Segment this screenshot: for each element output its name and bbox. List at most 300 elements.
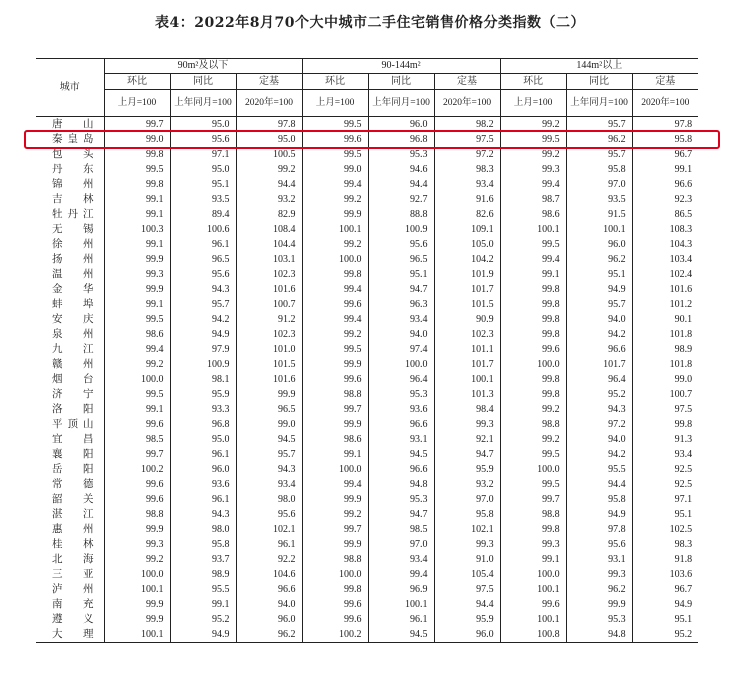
index-value: 99.1 xyxy=(500,552,566,567)
index-value: 82.9 xyxy=(236,207,302,222)
city-name: 韶关 xyxy=(52,494,94,505)
table-row xyxy=(36,177,698,192)
index-value: 99.3 xyxy=(500,537,566,552)
index-value: 102.3 xyxy=(434,327,500,342)
index-value: 100.0 xyxy=(302,462,368,477)
index-value: 99.1 xyxy=(104,402,170,417)
index-value: 100.0 xyxy=(500,357,566,372)
table-row xyxy=(36,447,698,462)
table-row xyxy=(36,252,698,267)
index-value: 95.6 xyxy=(170,267,236,282)
index-value: 94.5 xyxy=(368,447,434,462)
index-value: 94.9 xyxy=(170,627,236,643)
index-value: 100.8 xyxy=(500,627,566,643)
index-value: 99.3 xyxy=(434,537,500,552)
index-value: 100.1 xyxy=(302,222,368,237)
index-value: 98.5 xyxy=(368,522,434,537)
index-value: 98.6 xyxy=(302,432,368,447)
index-value: 96.8 xyxy=(170,417,236,432)
index-value: 96.5 xyxy=(236,402,302,417)
index-value: 95.1 xyxy=(368,267,434,282)
index-value: 101.5 xyxy=(236,357,302,372)
index-value: 99.5 xyxy=(104,312,170,327)
index-value: 96.1 xyxy=(170,447,236,462)
index-value: 99.8 xyxy=(500,312,566,327)
index-value: 98.6 xyxy=(500,207,566,222)
index-value: 95.8 xyxy=(566,492,632,507)
city-name: 唐山 xyxy=(52,119,94,130)
index-value: 96.1 xyxy=(236,537,302,552)
index-value: 100.1 xyxy=(104,627,170,643)
index-value: 93.6 xyxy=(368,402,434,417)
index-value: 99.7 xyxy=(500,492,566,507)
index-value: 99.1 xyxy=(104,237,170,252)
index-value: 99.6 xyxy=(500,342,566,357)
index-value: 92.5 xyxy=(632,462,698,477)
index-value: 95.6 xyxy=(170,132,236,147)
index-value: 100.3 xyxy=(104,222,170,237)
index-value: 101.7 xyxy=(434,357,500,372)
index-value: 96.0 xyxy=(566,237,632,252)
index-value: 99.5 xyxy=(302,147,368,162)
index-value: 101.5 xyxy=(434,297,500,312)
city-name: 牡丹江 xyxy=(52,209,94,220)
city-name: 安庆 xyxy=(52,314,94,325)
index-value: 99.2 xyxy=(302,327,368,342)
city-name: 蚌埠 xyxy=(52,299,94,310)
table-row xyxy=(36,327,698,342)
index-value: 102.1 xyxy=(236,522,302,537)
index-value: 95.1 xyxy=(632,507,698,522)
table-row xyxy=(36,417,698,432)
index-value: 96.5 xyxy=(170,252,236,267)
index-value: 97.1 xyxy=(170,147,236,162)
index-value: 100.9 xyxy=(170,357,236,372)
index-value: 96.1 xyxy=(170,492,236,507)
table-row xyxy=(36,507,698,522)
index-value: 94.8 xyxy=(368,477,434,492)
index-value: 99.8 xyxy=(632,417,698,432)
index-value: 99.2 xyxy=(500,402,566,417)
index-value: 99.9 xyxy=(236,387,302,402)
index-value: 100.9 xyxy=(368,222,434,237)
index-value: 98.8 xyxy=(500,417,566,432)
index-value: 99.9 xyxy=(302,417,368,432)
index-value: 91.0 xyxy=(434,552,500,567)
index-value: 96.4 xyxy=(368,372,434,387)
subheader-mom: 环比 xyxy=(500,74,566,90)
index-value: 98.8 xyxy=(302,552,368,567)
base-label-fixed: 2020年=100 xyxy=(632,90,698,117)
index-value: 100.2 xyxy=(302,627,368,643)
index-value: 97.8 xyxy=(236,117,302,133)
index-value: 94.9 xyxy=(170,327,236,342)
city-name: 三亚 xyxy=(52,569,94,580)
base-label-yoy: 上年同月=100 xyxy=(566,90,632,117)
index-value: 93.4 xyxy=(632,447,698,462)
subheader-mom: 环比 xyxy=(104,74,170,90)
city-name: 九江 xyxy=(52,344,94,355)
table-row xyxy=(36,297,698,312)
index-value: 94.3 xyxy=(170,507,236,522)
index-value: 94.2 xyxy=(170,312,236,327)
table-row xyxy=(36,402,698,417)
city-name: 平顶山 xyxy=(52,419,94,430)
index-value: 94.8 xyxy=(566,627,632,643)
index-value: 95.0 xyxy=(170,117,236,133)
index-value: 100.0 xyxy=(302,252,368,267)
index-value: 92.1 xyxy=(434,432,500,447)
index-value: 96.8 xyxy=(368,132,434,147)
index-value: 97.8 xyxy=(632,117,698,133)
index-value: 98.8 xyxy=(104,507,170,522)
index-value: 96.7 xyxy=(632,582,698,597)
group-header-small: 90m²及以下 xyxy=(104,59,302,74)
index-value: 94.9 xyxy=(632,597,698,612)
index-value: 98.6 xyxy=(104,327,170,342)
index-value: 93.5 xyxy=(566,192,632,207)
index-value: 99.8 xyxy=(500,327,566,342)
index-value: 99.2 xyxy=(302,192,368,207)
index-value: 100.0 xyxy=(500,462,566,477)
index-value: 95.0 xyxy=(170,162,236,177)
index-value: 101.7 xyxy=(434,282,500,297)
index-value: 99.5 xyxy=(104,387,170,402)
table-row xyxy=(36,357,698,372)
index-value: 93.4 xyxy=(368,312,434,327)
index-value: 99.7 xyxy=(302,402,368,417)
index-value: 99.4 xyxy=(302,312,368,327)
index-value: 94.7 xyxy=(368,282,434,297)
index-value: 95.9 xyxy=(434,612,500,627)
index-value: 93.5 xyxy=(170,192,236,207)
index-value: 102.4 xyxy=(632,267,698,282)
index-value: 93.7 xyxy=(170,552,236,567)
index-value: 99.7 xyxy=(104,117,170,133)
table-row xyxy=(36,372,698,387)
index-value: 99.4 xyxy=(500,252,566,267)
index-value: 99.0 xyxy=(632,372,698,387)
index-value: 99.9 xyxy=(302,537,368,552)
index-value: 95.9 xyxy=(434,462,500,477)
city-name: 金华 xyxy=(52,284,94,295)
index-value: 95.6 xyxy=(368,237,434,252)
index-value: 99.5 xyxy=(500,447,566,462)
city-name: 遵义 xyxy=(52,614,94,625)
index-value: 99.2 xyxy=(500,432,566,447)
table-row xyxy=(36,552,698,567)
table-row xyxy=(36,582,698,597)
index-value: 96.4 xyxy=(566,372,632,387)
city-column-header: 城市 xyxy=(36,59,104,117)
index-value: 96.6 xyxy=(368,417,434,432)
price-index-table xyxy=(36,58,698,643)
index-value: 96.0 xyxy=(170,462,236,477)
index-value: 99.6 xyxy=(104,477,170,492)
index-value: 101.6 xyxy=(236,282,302,297)
index-value: 96.6 xyxy=(236,582,302,597)
city-name: 吉林 xyxy=(52,194,94,205)
table-row xyxy=(36,147,698,162)
city-name: 常德 xyxy=(52,479,94,490)
index-value: 103.6 xyxy=(632,567,698,582)
index-value: 94.7 xyxy=(434,447,500,462)
index-value: 99.5 xyxy=(104,162,170,177)
index-value: 99.9 xyxy=(104,597,170,612)
index-value: 96.2 xyxy=(236,627,302,643)
city-name: 湛江 xyxy=(52,509,94,520)
index-value: 100.1 xyxy=(434,372,500,387)
index-value: 99.6 xyxy=(302,597,368,612)
index-value: 99.9 xyxy=(104,252,170,267)
index-value: 99.1 xyxy=(104,207,170,222)
index-value: 99.4 xyxy=(302,177,368,192)
index-value: 86.5 xyxy=(632,207,698,222)
index-value: 90.9 xyxy=(434,312,500,327)
index-value: 95.2 xyxy=(566,387,632,402)
index-value: 99.8 xyxy=(104,177,170,192)
index-value: 94.4 xyxy=(236,177,302,192)
index-value: 95.8 xyxy=(632,132,698,147)
table-row xyxy=(36,627,698,643)
index-value: 95.8 xyxy=(170,537,236,552)
base-label-fixed: 2020年=100 xyxy=(236,90,302,117)
index-value: 96.9 xyxy=(368,582,434,597)
index-value: 99.6 xyxy=(500,597,566,612)
index-value: 95.9 xyxy=(170,387,236,402)
index-value: 93.4 xyxy=(368,552,434,567)
index-value: 94.0 xyxy=(236,597,302,612)
base-label-yoy: 上年同月=100 xyxy=(368,90,434,117)
index-value: 95.3 xyxy=(368,387,434,402)
index-value: 93.2 xyxy=(236,192,302,207)
table-title: 表4：2022年8月70个大中城市二手住宅销售价格分类指数（二） xyxy=(155,15,585,31)
index-value: 97.2 xyxy=(434,147,500,162)
index-value: 99.8 xyxy=(500,372,566,387)
index-value: 99.0 xyxy=(104,132,170,147)
index-value: 99.1 xyxy=(104,297,170,312)
index-value: 91.8 xyxy=(632,552,698,567)
index-value: 99.0 xyxy=(236,417,302,432)
index-value: 101.6 xyxy=(632,282,698,297)
table-row xyxy=(36,612,698,627)
table-row xyxy=(36,597,698,612)
index-value: 95.6 xyxy=(566,537,632,552)
index-value: 99.1 xyxy=(302,447,368,462)
index-value: 94.0 xyxy=(566,432,632,447)
city-name: 秦皇岛 xyxy=(52,134,94,145)
city-name: 洛阳 xyxy=(52,404,94,415)
index-value: 95.5 xyxy=(566,462,632,477)
index-value: 100.1 xyxy=(104,582,170,597)
city-name: 烟台 xyxy=(52,374,94,385)
table-row xyxy=(36,387,698,402)
index-value: 101.8 xyxy=(632,327,698,342)
table-row xyxy=(36,267,698,282)
index-value: 101.2 xyxy=(632,297,698,312)
index-value: 92.5 xyxy=(632,477,698,492)
index-value: 95.3 xyxy=(566,612,632,627)
index-value: 99.2 xyxy=(104,357,170,372)
index-value: 101.0 xyxy=(236,342,302,357)
index-value: 93.1 xyxy=(368,432,434,447)
index-value: 94.5 xyxy=(236,432,302,447)
index-value: 96.6 xyxy=(368,462,434,477)
index-value: 99.0 xyxy=(302,162,368,177)
index-value: 94.5 xyxy=(368,627,434,643)
index-value: 97.9 xyxy=(170,342,236,357)
index-value: 102.1 xyxy=(434,522,500,537)
index-value: 99.2 xyxy=(236,162,302,177)
index-value: 100.0 xyxy=(368,357,434,372)
index-value: 94.2 xyxy=(566,447,632,462)
index-value: 95.7 xyxy=(236,447,302,462)
index-value: 92.2 xyxy=(236,552,302,567)
table-row xyxy=(36,222,698,237)
index-value: 95.1 xyxy=(632,612,698,627)
table-row xyxy=(36,312,698,327)
city-name: 宜昌 xyxy=(52,434,94,445)
group-header-large: 144m²以上 xyxy=(500,59,698,74)
index-value: 99.6 xyxy=(104,417,170,432)
index-value: 100.1 xyxy=(566,222,632,237)
index-value: 99.1 xyxy=(104,192,170,207)
index-value: 98.0 xyxy=(236,492,302,507)
index-value: 94.3 xyxy=(236,462,302,477)
city-name: 南充 xyxy=(52,599,94,610)
index-value: 99.4 xyxy=(104,342,170,357)
index-value: 99.6 xyxy=(302,372,368,387)
index-value: 99.2 xyxy=(302,507,368,522)
index-value: 89.4 xyxy=(170,207,236,222)
index-value: 95.0 xyxy=(236,132,302,147)
index-value: 99.4 xyxy=(302,282,368,297)
index-value: 94.4 xyxy=(566,477,632,492)
index-value: 99.2 xyxy=(500,147,566,162)
index-value: 100.1 xyxy=(500,582,566,597)
index-value: 105.4 xyxy=(434,567,500,582)
index-value: 99.7 xyxy=(302,522,368,537)
index-value: 99.5 xyxy=(302,117,368,133)
group-header-medium: 90-144m² xyxy=(302,59,500,74)
index-value: 98.5 xyxy=(104,432,170,447)
index-value: 98.8 xyxy=(302,387,368,402)
city-name: 无锡 xyxy=(52,224,94,235)
index-value: 91.2 xyxy=(236,312,302,327)
index-value: 104.4 xyxy=(236,237,302,252)
index-value: 99.3 xyxy=(434,417,500,432)
index-value: 93.1 xyxy=(566,552,632,567)
index-value: 98.1 xyxy=(170,372,236,387)
index-value: 98.3 xyxy=(632,537,698,552)
index-value: 96.7 xyxy=(632,147,698,162)
index-value: 95.7 xyxy=(170,297,236,312)
index-value: 97.1 xyxy=(632,492,698,507)
index-value: 95.5 xyxy=(170,582,236,597)
index-value: 101.9 xyxy=(434,267,500,282)
index-value: 95.8 xyxy=(434,507,500,522)
city-name: 襄阳 xyxy=(52,449,94,460)
index-value: 97.5 xyxy=(434,132,500,147)
index-value: 91.3 xyxy=(632,432,698,447)
index-value: 96.5 xyxy=(368,252,434,267)
index-value: 96.0 xyxy=(368,117,434,133)
index-value: 100.1 xyxy=(368,597,434,612)
index-value: 96.0 xyxy=(434,627,500,643)
index-value: 98.2 xyxy=(434,117,500,133)
index-value: 99.4 xyxy=(302,477,368,492)
table-row xyxy=(36,342,698,357)
index-value: 95.0 xyxy=(170,432,236,447)
index-value: 96.6 xyxy=(566,342,632,357)
index-value: 99.1 xyxy=(170,597,236,612)
index-value: 99.6 xyxy=(302,297,368,312)
index-value: 98.0 xyxy=(170,522,236,537)
city-name: 丹东 xyxy=(52,164,94,175)
index-value: 102.5 xyxy=(632,522,698,537)
index-value: 99.9 xyxy=(104,282,170,297)
index-value: 92.3 xyxy=(632,192,698,207)
index-value: 105.0 xyxy=(434,237,500,252)
index-value: 95.6 xyxy=(236,507,302,522)
city-name: 泸州 xyxy=(52,584,94,595)
base-label-mom: 上月=100 xyxy=(302,90,368,117)
index-value: 102.3 xyxy=(236,327,302,342)
index-value: 94.3 xyxy=(566,402,632,417)
index-value: 101.3 xyxy=(434,387,500,402)
index-value: 93.6 xyxy=(170,477,236,492)
index-value: 94.3 xyxy=(170,282,236,297)
city-name: 包头 xyxy=(52,149,94,160)
index-value: 97.0 xyxy=(566,177,632,192)
index-value: 94.4 xyxy=(434,597,500,612)
index-value: 95.1 xyxy=(170,177,236,192)
index-value: 99.1 xyxy=(500,267,566,282)
index-value: 93.2 xyxy=(434,477,500,492)
subheader-yoy: 同比 xyxy=(368,74,434,90)
index-value: 99.8 xyxy=(500,297,566,312)
table-row xyxy=(36,117,698,133)
city-name: 温州 xyxy=(52,269,94,280)
index-value: 102.3 xyxy=(236,267,302,282)
index-value: 99.4 xyxy=(500,177,566,192)
index-value: 99.8 xyxy=(500,282,566,297)
index-value: 97.4 xyxy=(368,342,434,357)
index-value: 99.3 xyxy=(566,567,632,582)
index-value: 96.1 xyxy=(170,237,236,252)
city-name: 扬州 xyxy=(52,254,94,265)
index-value: 99.9 xyxy=(302,492,368,507)
index-value: 95.8 xyxy=(566,162,632,177)
index-value: 101.8 xyxy=(632,357,698,372)
index-value: 108.4 xyxy=(236,222,302,237)
index-value: 95.3 xyxy=(368,492,434,507)
city-name: 岳阳 xyxy=(52,464,94,475)
index-value: 101.6 xyxy=(236,372,302,387)
index-value: 99.9 xyxy=(104,522,170,537)
index-value: 96.3 xyxy=(368,297,434,312)
index-value: 96.2 xyxy=(566,582,632,597)
base-label-yoy: 上年同月=100 xyxy=(170,90,236,117)
index-value: 97.0 xyxy=(368,537,434,552)
index-value: 99.6 xyxy=(302,132,368,147)
index-value: 99.5 xyxy=(500,477,566,492)
index-value: 98.8 xyxy=(500,507,566,522)
index-value: 99.5 xyxy=(500,237,566,252)
index-value: 94.0 xyxy=(368,327,434,342)
index-value: 99.8 xyxy=(104,147,170,162)
table-row xyxy=(36,522,698,537)
